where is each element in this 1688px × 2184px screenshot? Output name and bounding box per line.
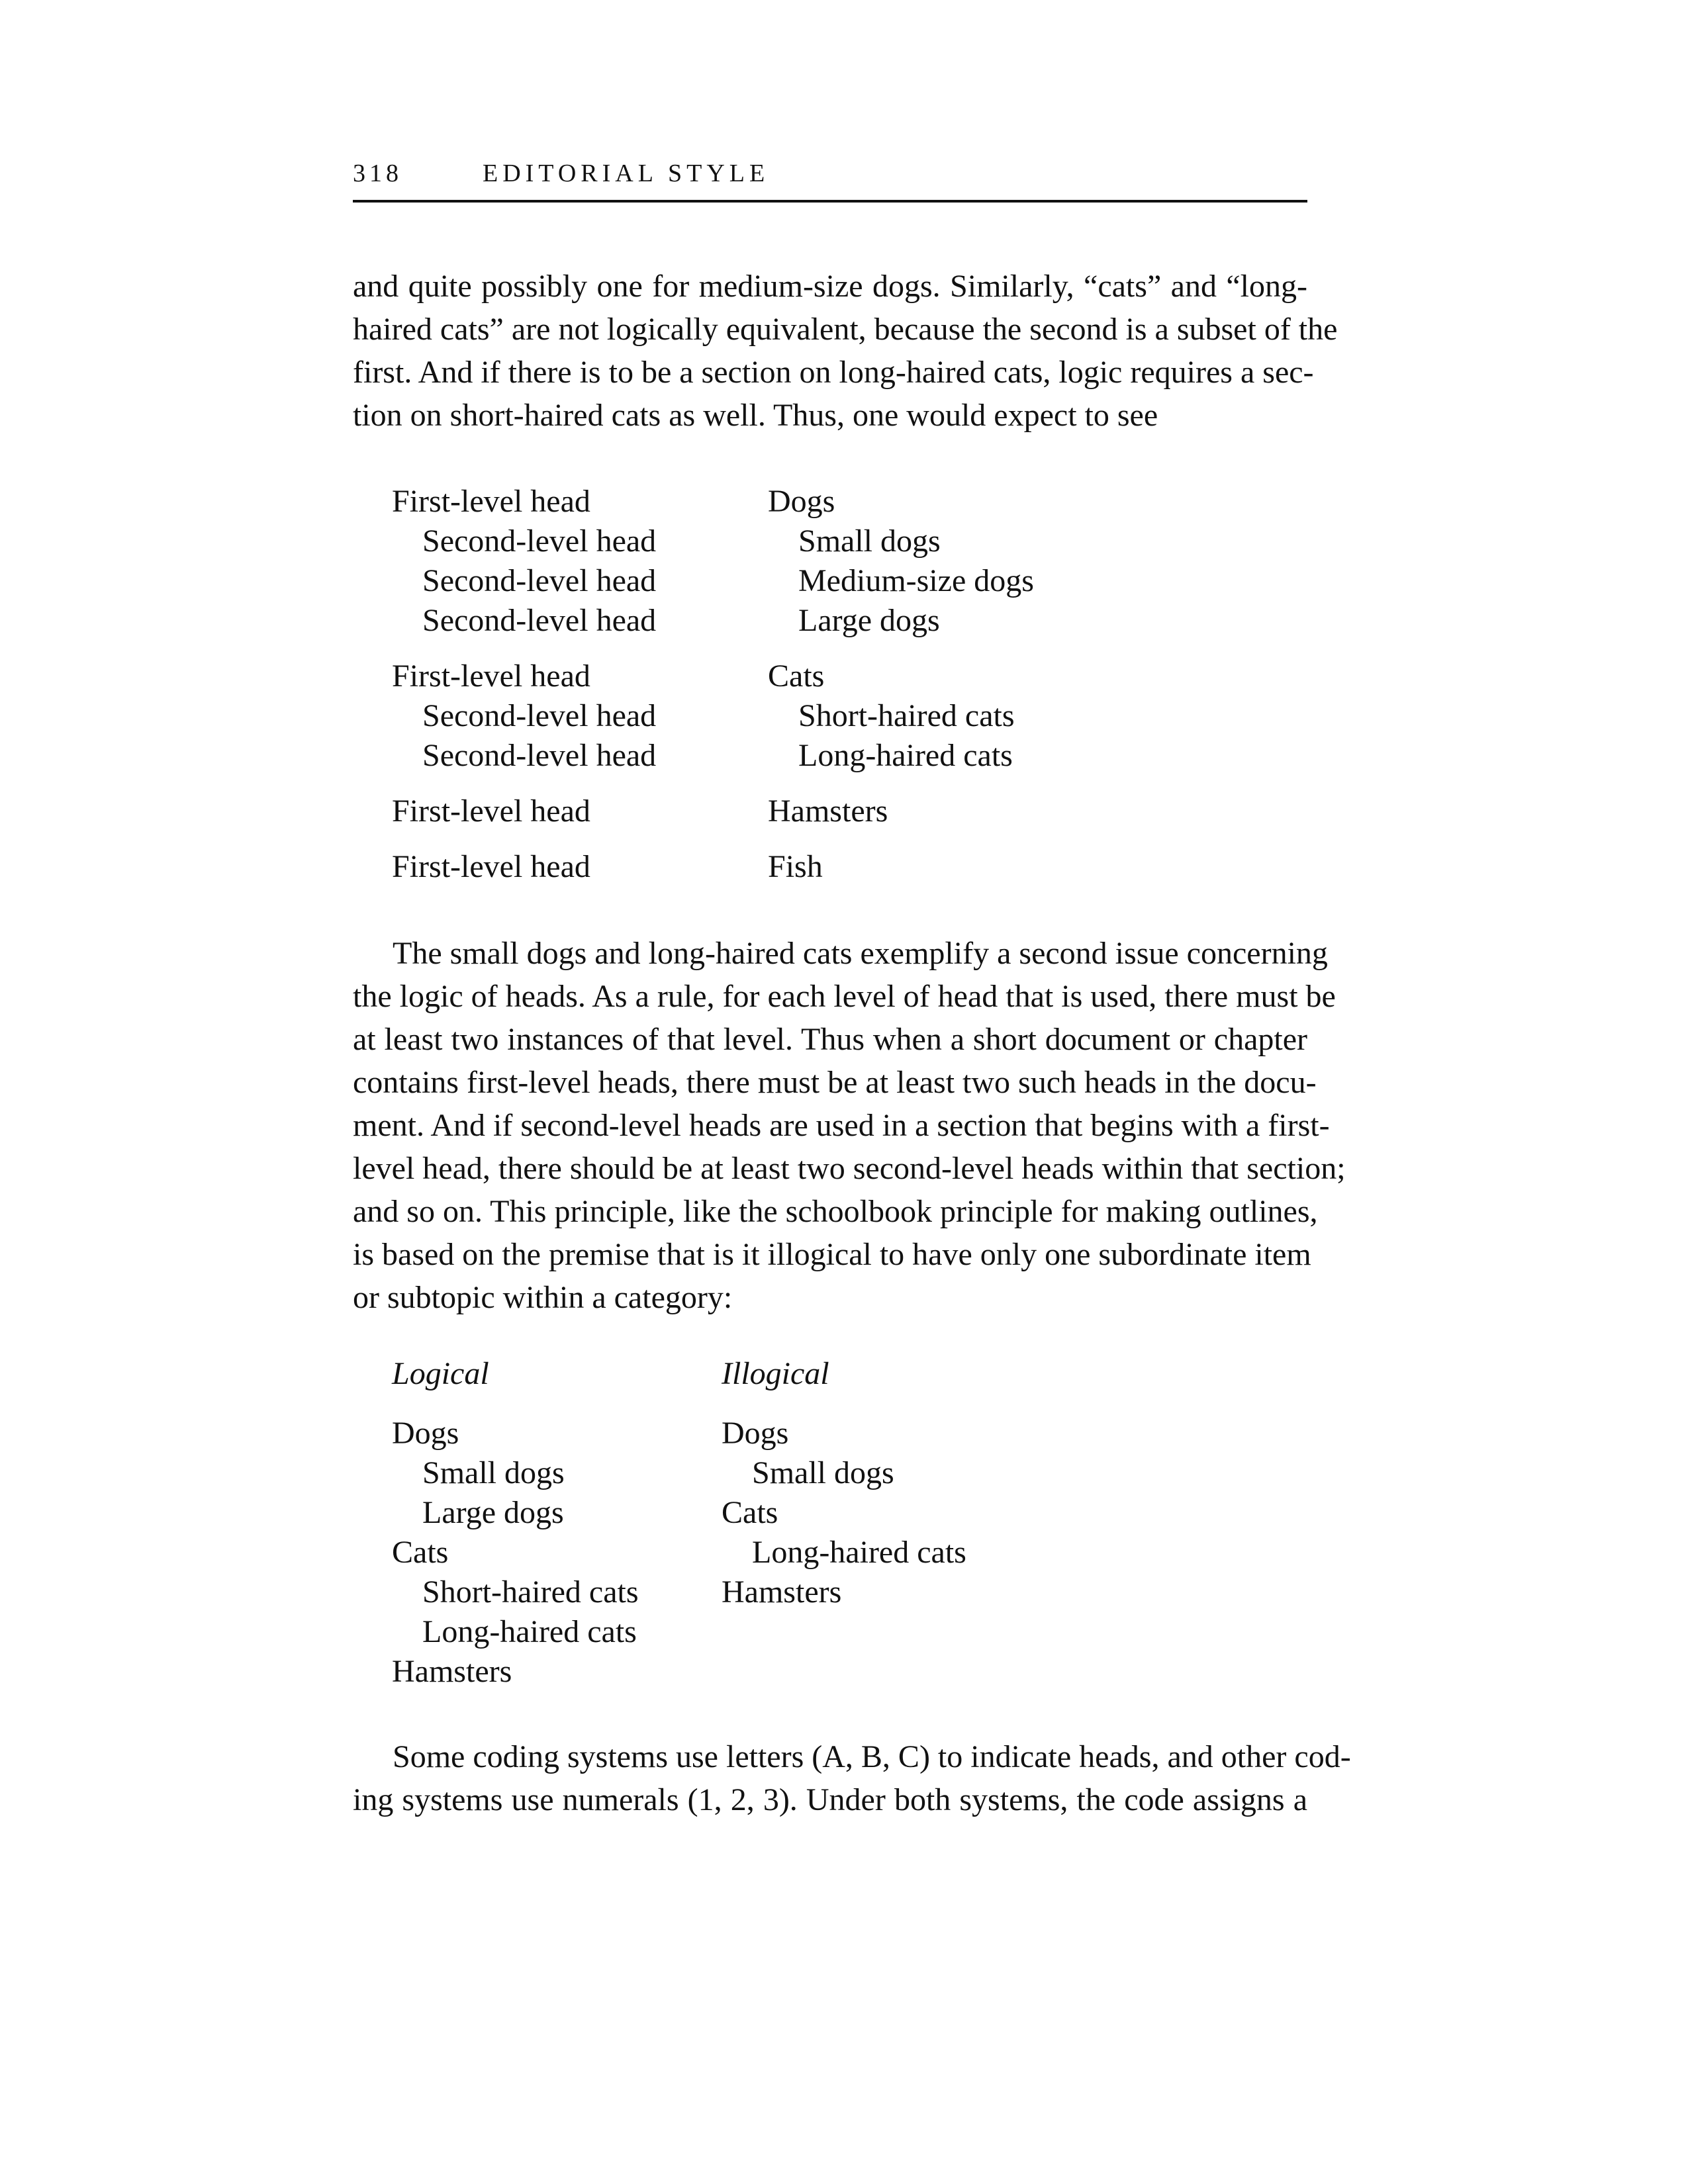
page-number: 318 <box>353 159 402 187</box>
text-line: contains first-level heads, there must be at least two such heads in the docu- <box>353 1065 1317 1100</box>
paragraph-2 <box>353 932 1346 1319</box>
outline-item: Second-level head <box>422 698 657 733</box>
outline-item: Dogs <box>392 1416 459 1451</box>
text-line: tion on short-haired cats as well. Thus, one would expect to see <box>353 398 1158 433</box>
outline-item: Hamsters <box>722 1574 842 1610</box>
outline-item: First-level head <box>392 849 590 884</box>
text-line: ing systems use numerals (1, 2, 3). Under both systems, the code assigns a <box>353 1782 1307 1817</box>
outline-item: Long-haired cats <box>422 1614 637 1649</box>
text-line: haired cats” are not logically equivalent, because the second is a subset of the <box>353 312 1338 347</box>
outline-item: First-level head <box>392 794 590 829</box>
outline-item: Hamsters <box>392 1654 512 1689</box>
outline-item: Large dogs <box>422 1495 564 1530</box>
text-line: and so on. This principle, like the schoolbook principle for making outlines, <box>353 1194 1318 1229</box>
outline-item: Long-haired cats <box>798 738 1013 773</box>
outline-item: Second-level head <box>422 603 657 638</box>
text-line: or subtopic within a category: <box>353 1280 733 1315</box>
outline-item: Small dogs <box>752 1455 894 1490</box>
outline-item: Small dogs <box>798 523 941 559</box>
outline-item: Cats <box>392 1535 449 1570</box>
column-label-logical: Logical <box>392 1356 489 1391</box>
text-line: at least two instances of that level. Thus when a short document or chapter <box>353 1022 1307 1057</box>
text-line: level head, there should be at least two second-level heads within that section; <box>353 1151 1346 1186</box>
outline-item: Short-haired cats <box>798 698 1015 733</box>
example-1-generic-heads <box>392 482 656 887</box>
outline-item: Cats <box>768 659 825 694</box>
outline-item: Second-level head <box>422 523 657 559</box>
text-line: ment. And if second-level heads are used in a section that begins with a first- <box>353 1108 1330 1143</box>
text-line: Some coding systems use letters (A, B, C) to indicate heads, and other cod- <box>393 1739 1351 1774</box>
outline-item: Small dogs <box>422 1455 565 1490</box>
outline-item: Dogs <box>768 484 835 519</box>
outline-item: First-level head <box>392 659 590 694</box>
outline-item: Large dogs <box>798 603 940 638</box>
text-line: The small dogs and long-haired cats exemplify a second issue concerning <box>393 936 1328 971</box>
paragraph-1 <box>353 265 1338 437</box>
text-line: the logic of heads. As a rule, for each level of head that is used, there must be <box>353 979 1336 1014</box>
column-label-illogical: Illogical <box>722 1356 829 1391</box>
text-line: is based on the premise that is it illogical to have only one subordinate item <box>353 1237 1311 1272</box>
paragraph-3 <box>353 1735 1351 1821</box>
outline-item: Medium-size dogs <box>798 563 1034 598</box>
outline-item: Second-level head <box>422 563 657 598</box>
running-header <box>353 154 1307 201</box>
header-rule <box>353 200 1307 203</box>
outline-item: Cats <box>722 1495 778 1530</box>
running-head-title: EDITORIAL STYLE <box>483 159 770 187</box>
outline-item: Hamsters <box>768 794 888 829</box>
example-2-illogical <box>722 1354 966 1612</box>
text-line: and quite possibly one for medium-size dogs. Similarly, “cats” and “long- <box>353 269 1307 304</box>
outline-item: First-level head <box>392 484 590 519</box>
text-line: first. And if there is to be a section on long-haired cats, logic requires a sec- <box>353 355 1314 390</box>
outline-item: Short-haired cats <box>422 1574 639 1610</box>
outline-item: Second-level head <box>422 738 657 773</box>
example-1-animal-heads <box>768 482 1034 887</box>
outline-item: Fish <box>768 849 823 884</box>
outline-item: Long-haired cats <box>752 1535 966 1570</box>
example-2-logical <box>392 1354 639 1692</box>
outline-item: Dogs <box>722 1416 789 1451</box>
